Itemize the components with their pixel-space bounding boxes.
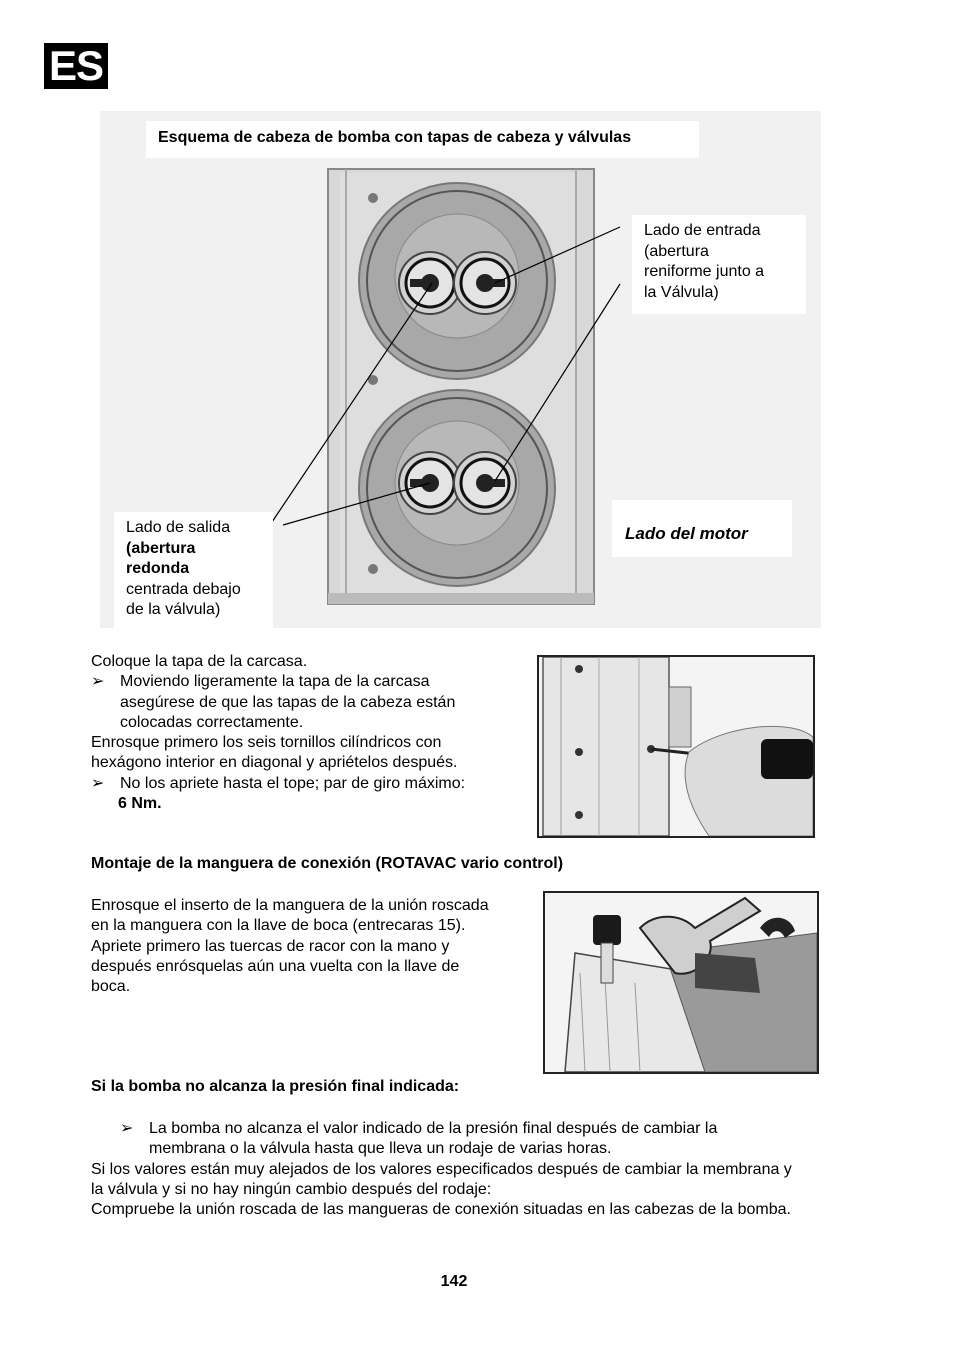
cover-install-instructions: Coloque la tapa de la carcasa. ➢ Moviendo ligeramente la tapa de la carcasa asegúrese de que las tapas de la cabeza están colocadas correctamente. Enrosque primero los seis tornillos cilíndricos con hexágono interior en diagonal y apriételos después. ➢ No los apriete hasta el tope; par de giro máximo: 6 Nm. — [91, 652, 521, 814]
torque-value: 6 Nm. — [118, 795, 162, 813]
bullet-item: ➢ Moviendo ligeramente la tapa de la carcasa asegúrese de que las tapas de la cabeza están colocadas correctamente. — [91, 673, 456, 731]
pressure-problem-heading: Si la bomba no alcanza la presión final indicada: — [91, 1078, 460, 1095]
intro-text: Coloque la tapa de la carcasa. — [91, 653, 308, 670]
inlet-side-label: Lado de entrada (abertura reniforme junto a la Válvula) — [632, 215, 806, 314]
hose-mounting-heading: Montaje de la manguera de conexión (ROTAVAC vario control) — [91, 855, 564, 872]
pressure-problem-text: ➢ La bomba no alcanza el valor indicado de la presión final después de cambiar la membrana o la válvula hasta que lleva un rodaje de varias horas. Si los valores están muy alejados de los valores especificados después de cambiar la membrana y la válvula y si no hay ningún cambio después del rodaje: Compruebe la unión roscada de las mangueras de conexión situadas en las cabezas de la bomba. — [91, 1119, 881, 1220]
arrow-bullet-icon: ➢ — [120, 1120, 134, 1137]
page-number: 142 — [440, 1273, 468, 1290]
outlet-side-label: Lado de salida (abertura redonda centrada debajo de la válvula) — [114, 512, 273, 628]
hose-mounting-instructions: Enrosque el inserto de la manguera de la unión roscada en la manguera con la llave de boca (entrecaras 15). Apriete primero las tuercas de racor con la mano y después enrósquelas aún una vuelta con la llave de boca. — [91, 897, 489, 996]
bullet-item: ➢ La bomba no alcanza el valor indicado de la presión final después de cambiar la membrana o la válvula hasta que lleva un rodaje de varias horas. — [120, 1120, 718, 1158]
pump-head-figure — [100, 111, 821, 628]
cover-screw-photo — [537, 655, 815, 838]
hose-wrench-photo — [543, 891, 819, 1074]
figure-caption: Esquema de cabeza de bomba con tapas de cabeza y válvulas — [146, 121, 699, 158]
language-badge: ES — [44, 43, 108, 89]
arrow-bullet-icon: ➢ — [91, 673, 105, 691]
motor-side-label: Lado del motor — [612, 500, 792, 557]
arrow-bullet-icon: ➢ — [91, 774, 105, 792]
bullet-item: ➢ No los apriete hasta el tope; par de giro máximo: — [91, 774, 521, 794]
